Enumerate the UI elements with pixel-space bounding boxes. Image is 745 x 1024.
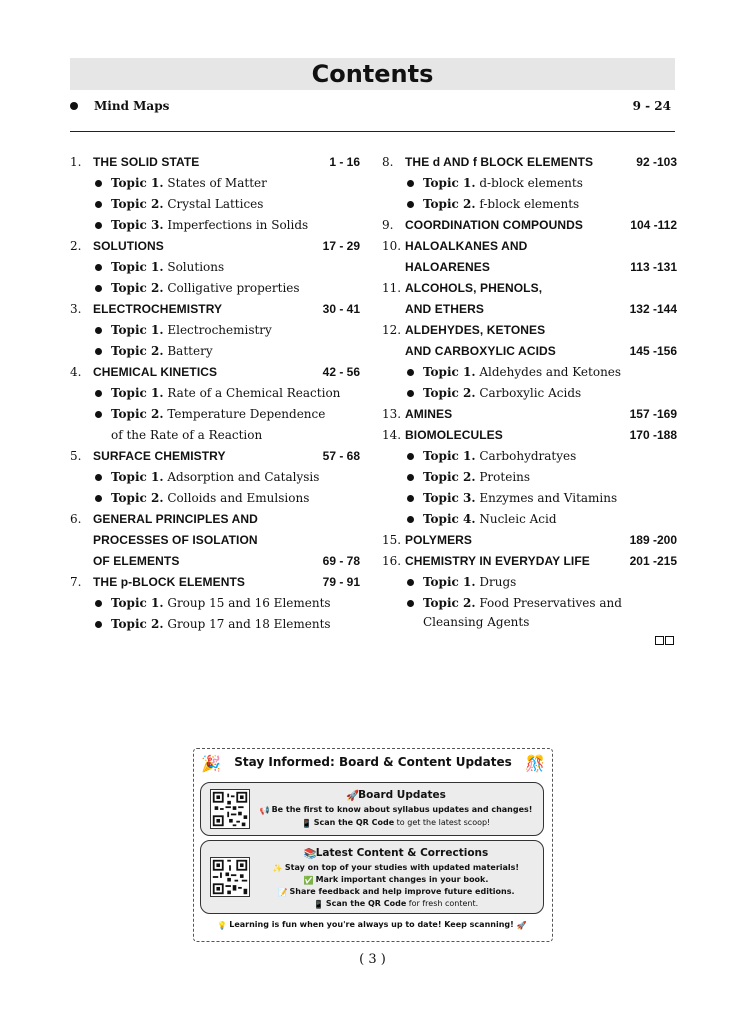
chapter-number: 15.	[382, 533, 402, 547]
toc-chapter-entry[interactable]	[70, 572, 360, 593]
toc-topic-entry[interactable]	[70, 215, 360, 236]
topic-label: Topic 2. Carboxylic Acids	[423, 386, 582, 400]
chapter-number: 12.	[382, 323, 402, 337]
toc-topic-entry[interactable]	[70, 467, 360, 488]
promo-footer: 💡 Learning is fun when you're always up to date! Keep scanning! 🚀	[217, 920, 527, 930]
bullet-icon	[95, 222, 102, 229]
toc-topic-entry[interactable]	[382, 173, 677, 194]
bullet-icon	[95, 285, 102, 292]
topic-label: Topic 3. Imperfections in Solids	[111, 218, 309, 232]
toc-chapter-entry[interactable]	[382, 341, 677, 362]
chapter-title: PROCESSES OF ISOLATION	[93, 533, 258, 547]
chapter-title: THE p-BLOCK ELEMENTS	[93, 575, 245, 589]
topic-continuation-text: of the Rate of a Reaction	[111, 428, 263, 442]
chapter-number: 9.	[382, 218, 394, 232]
toc-chapter-entry[interactable]	[70, 152, 360, 173]
toc-topic-entry[interactable]	[70, 614, 360, 635]
end-of-section-mark	[655, 630, 675, 642]
chapter-title: SOLUTIONS	[93, 239, 164, 253]
topic-label: Topic 1. Solutions	[111, 260, 225, 274]
chapter-title: THE d AND f BLOCK ELEMENTS	[405, 155, 594, 169]
bullet-icon	[95, 474, 102, 481]
chapter-pages: 57 - 68	[322, 449, 360, 463]
phone-icon: 📱	[313, 900, 324, 909]
toc-chapter-entry[interactable]	[70, 362, 360, 383]
toc-topic-entry[interactable]	[70, 488, 360, 509]
chapter-number: 16.	[382, 554, 402, 568]
page-number: ( 3 )	[359, 952, 386, 967]
bullet-icon	[407, 579, 414, 586]
chapter-pages: 1 - 16	[329, 155, 360, 169]
chapter-pages: 17 - 29	[322, 239, 360, 253]
toc-chapter-entry[interactable]	[70, 446, 360, 467]
topic-label: Topic 1. Rate of a Chemical Reaction	[111, 386, 341, 400]
chapter-title: BIOMOLECULES	[405, 428, 503, 442]
bullet-icon	[95, 600, 102, 607]
party-popper-icon: 🎊	[525, 754, 545, 773]
toc-chapter-entry[interactable]	[382, 299, 677, 320]
toc-topic-entry[interactable]	[70, 383, 360, 404]
toc-topic-entry[interactable]	[382, 488, 677, 509]
chapter-pages: 132 -144	[629, 302, 677, 316]
updates-promo-box	[193, 748, 553, 942]
topic-label: Topic 1. d-block elements	[423, 176, 583, 190]
content-line: ✅ Mark important changes in your book.	[303, 875, 489, 885]
board-updates-heading: 🚀Board Updates	[346, 789, 446, 802]
chapter-number: 4.	[70, 365, 82, 379]
toc-chapter-entry[interactable]	[382, 152, 677, 173]
topic-label: Topic 2. Temperature Dependence	[111, 407, 326, 421]
chapter-pages: 69 - 78	[322, 554, 360, 568]
bullet-icon	[95, 201, 102, 208]
topic-label: Topic 2. Crystal Lattices	[111, 197, 264, 211]
chapter-pages: 113 -131	[630, 260, 677, 274]
toc-chapter-entry[interactable]	[382, 236, 677, 257]
bullet-icon	[407, 474, 414, 481]
chapter-number: 14.	[382, 428, 402, 442]
chapter-pages: 145 -156	[629, 344, 677, 358]
page-title: Contents	[311, 60, 434, 88]
chapter-title: GENERAL PRINCIPLES AND	[93, 512, 258, 526]
toc-topic-entry[interactable]	[70, 194, 360, 215]
board-updates-line: 📢 Be the first to know about syllabus updates and changes!	[259, 805, 533, 815]
bullet-icon	[407, 495, 414, 502]
topic-label: Topic 1. Carbohydratyes	[423, 449, 577, 463]
chapter-title: ALCOHOLS, PHENOLS,	[405, 281, 543, 295]
chapter-pages: 157 -169	[629, 407, 677, 421]
chapter-pages: 79 - 91	[322, 575, 360, 589]
toc-topic-entry[interactable]	[70, 320, 360, 341]
memo-icon: 📝	[277, 888, 288, 897]
bullet-icon	[95, 411, 102, 418]
bullet-icon	[407, 180, 414, 187]
toc-chapter-entry[interactable]	[382, 320, 677, 341]
toc-chapter-entry[interactable]	[70, 299, 360, 320]
bullet-icon	[95, 495, 102, 502]
chapter-title: ALDEHYDES, KETONES	[405, 323, 546, 337]
toc-right-column	[382, 152, 677, 631]
toc-topic-entry[interactable]	[382, 194, 677, 215]
toc-topic-entry[interactable]	[70, 341, 360, 362]
chapter-title: ELECTROCHEMISTRY	[93, 302, 223, 316]
chapter-title: CHEMISTRY IN EVERYDAY LIFE	[405, 554, 590, 568]
content-scan-line: 📱 Scan the QR Code for fresh content.	[313, 899, 479, 909]
toc-chapter-entry[interactable]	[382, 404, 677, 425]
topic-label: Topic 1. States of Matter	[111, 176, 267, 190]
chapter-number: 13.	[382, 407, 402, 421]
chapter-title: HALOARENES	[405, 260, 491, 274]
toc-topic-entry[interactable]	[382, 509, 677, 530]
chapter-title: AND CARBOXYLIC ACIDS	[405, 344, 556, 358]
content-line: ✨ Stay on top of your studies with updated materials!	[272, 863, 520, 873]
rocket-icon: 🚀	[516, 921, 527, 930]
chapter-title: CHEMICAL KINETICS	[93, 365, 218, 379]
bullet-icon	[95, 264, 102, 271]
toc-topic-entry[interactable]	[70, 278, 360, 299]
topic-label: Topic 2. Colligative properties	[111, 281, 300, 295]
topic-label: Topic 1. Adsorption and Catalysis	[111, 470, 320, 484]
chapter-number: 6.	[70, 512, 82, 526]
toc-chapter-entry[interactable]	[382, 425, 677, 446]
chapter-title: HALOALKANES AND	[405, 239, 528, 253]
bullet-icon	[95, 390, 102, 397]
bullet-icon	[95, 180, 102, 187]
topic-label: Topic 2. Proteins	[423, 470, 531, 484]
toc-chapter-entry[interactable]	[70, 551, 360, 572]
toc-topic-entry[interactable]	[70, 173, 360, 194]
chapter-number: 1.	[70, 155, 82, 169]
toc-chapter-entry[interactable]	[70, 509, 360, 530]
promo-title: Stay Informed: Board & Content Updates	[234, 755, 512, 769]
chapter-title: AMINES	[405, 407, 453, 421]
mind-maps-label: Mind Maps	[94, 99, 170, 113]
chapter-number: 2.	[70, 239, 82, 253]
topic-label: Topic 2. f-block elements	[423, 197, 580, 211]
chapter-number: 10.	[382, 239, 402, 253]
qr-code-icon[interactable]	[210, 789, 250, 829]
rocket-icon: 🚀	[346, 790, 360, 802]
toc-topic-entry[interactable]	[70, 593, 360, 614]
toc-chapter-entry[interactable]	[70, 236, 360, 257]
board-updates-scan-line: 📱 Scan the QR Code to get the latest scoop!	[301, 818, 491, 828]
chapter-number: 7.	[70, 575, 82, 589]
toc-chapter-entry[interactable]	[382, 551, 677, 572]
bullet-icon	[407, 600, 414, 607]
toc-topic-continuation[interactable]	[70, 425, 360, 446]
bullet-icon	[95, 621, 102, 628]
chapter-title: COORDINATION COMPOUNDS	[405, 218, 583, 232]
toc-topic-entry[interactable]	[382, 446, 677, 467]
phone-icon: 📱	[301, 819, 312, 828]
toc-topic-entry[interactable]	[382, 383, 677, 404]
lightbulb-icon: 💡	[217, 921, 228, 930]
chapter-number: 8.	[382, 155, 394, 169]
bullet-icon	[95, 348, 102, 355]
board-updates-panel	[200, 782, 544, 836]
toc-topic-entry[interactable]	[70, 404, 360, 425]
topic-label: Topic 2. Group 17 and 18 Elements	[111, 617, 331, 631]
toc-topic-entry[interactable]	[382, 467, 677, 488]
checkmark-icon: ✅	[303, 876, 314, 885]
qr-code-icon[interactable]	[210, 857, 250, 897]
chapter-title: OF ELEMENTS	[93, 554, 180, 568]
chapter-pages: 189 -200	[629, 533, 677, 547]
bullet-icon	[70, 102, 78, 110]
chapter-pages: 92 -103	[636, 155, 677, 169]
content-line: 📝 Share feedback and help improve future editions.	[277, 887, 515, 897]
chapter-number: 5.	[70, 449, 82, 463]
topic-label: Topic 1. Drugs	[423, 575, 517, 589]
chapter-pages: 201 -215	[629, 554, 677, 568]
content-corrections-heading: 📚Latest Content & Corrections	[303, 847, 489, 860]
books-icon: 📚	[303, 848, 317, 860]
contents-title-bar	[70, 58, 675, 90]
party-popper-icon: 🎉	[201, 754, 221, 773]
mind-maps-pages: 9 - 24	[632, 99, 671, 113]
toc-chapter-entry[interactable]	[382, 278, 677, 299]
bullet-icon	[407, 453, 414, 460]
topic-label: Topic 2. Colloids and Emulsions	[111, 491, 310, 505]
topic-label: Topic 1. Aldehydes and Ketones	[423, 365, 622, 379]
topic-label: Topic 1. Electrochemistry	[111, 323, 272, 337]
chapter-number: 11.	[382, 281, 402, 295]
chapter-pages: 42 - 56	[322, 365, 360, 379]
toc-topic-entry[interactable]	[382, 593, 677, 631]
chapter-title: AND ETHERS	[405, 302, 485, 316]
toc-topic-entry[interactable]	[382, 362, 677, 383]
toc-left-column	[70, 152, 360, 635]
toc-topic-entry[interactable]	[382, 572, 677, 593]
chapter-title: THE SOLID STATE	[93, 155, 200, 169]
topic-label: Topic 3. Enzymes and Vitamins	[423, 491, 618, 505]
content-corrections-panel	[200, 840, 544, 914]
toc-topic-entry[interactable]	[70, 257, 360, 278]
toc-chapter-entry[interactable]	[382, 215, 677, 236]
chapter-pages: 104 -112	[630, 218, 677, 232]
bullet-icon	[407, 516, 414, 523]
toc-chapter-entry[interactable]	[382, 257, 677, 278]
chapter-number: 3.	[70, 302, 82, 316]
megaphone-icon: 📢	[259, 806, 270, 815]
divider	[70, 131, 675, 132]
topic-label: Topic 1. Group 15 and 16 Elements	[111, 596, 331, 610]
topic-label: Topic 2. Food Preservatives and Cleansing Agents	[423, 596, 622, 629]
chapter-title: SURFACE CHEMISTRY	[93, 449, 226, 463]
bullet-icon	[407, 201, 414, 208]
mind-maps-entry[interactable]	[70, 98, 675, 118]
toc-chapter-entry[interactable]	[382, 530, 677, 551]
toc-chapter-entry[interactable]	[70, 530, 360, 551]
topic-label: Topic 2. Battery	[111, 344, 213, 358]
chapter-pages: 30 - 41	[322, 302, 360, 316]
bullet-icon	[95, 327, 102, 334]
bullet-icon	[407, 390, 414, 397]
chapter-title: POLYMERS	[405, 533, 473, 547]
bullet-icon	[407, 369, 414, 376]
sparkles-icon: ✨	[272, 864, 283, 873]
chapter-pages: 170 -188	[629, 428, 677, 442]
topic-label: Topic 4. Nucleic Acid	[423, 512, 557, 526]
